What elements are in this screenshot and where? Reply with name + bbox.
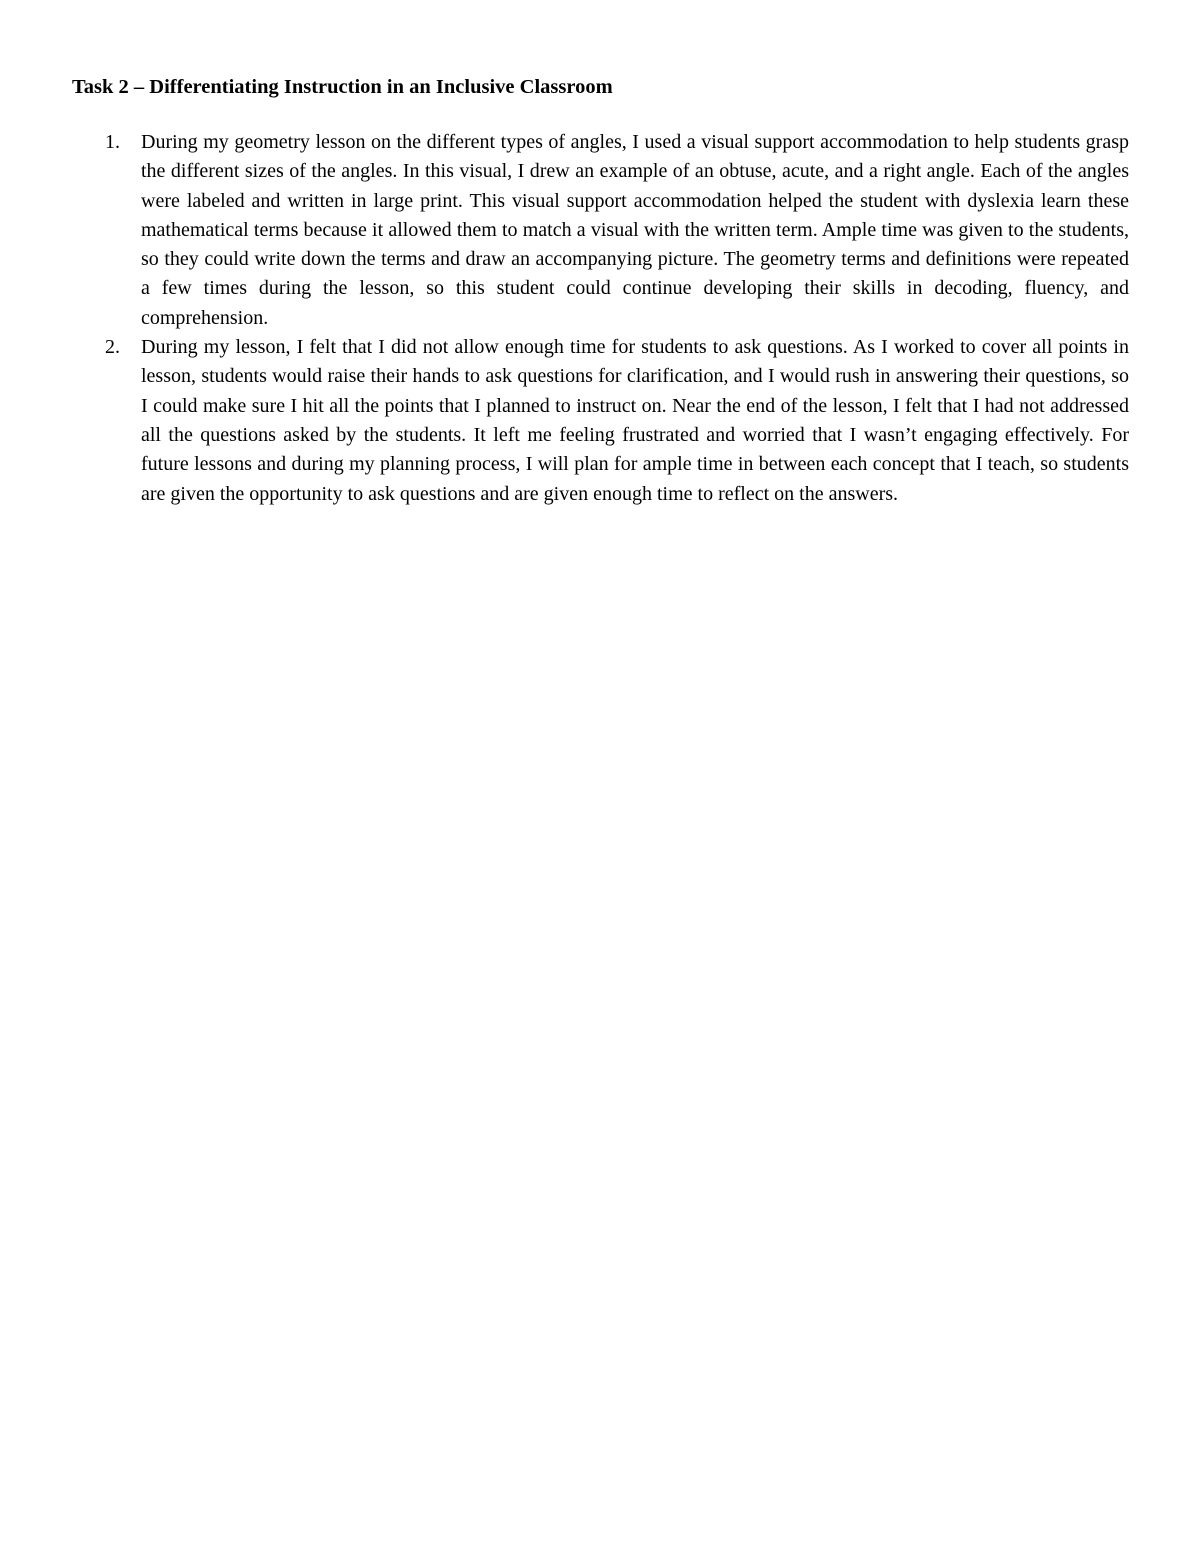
list-item-number: 1. [105, 131, 120, 153]
answer-list [105, 128, 1129, 509]
list-item-text: During my geometry lesson on the different types of angles, I used a visual support accommodation to help students grasp the different sizes of the angles. In this visual, I drew an example of an obtuse, acute, and a right angle. Each of the angles were labeled and written in large print. This visual support accommodation helped the student with dyslexia learn these mathematical terms because it allowed them to match a visual with the written term. Ample time was given to the students, so they could write down the terms and draw an accompanying picture. The geometry terms and definitions were repeated a few times during the lesson, so this student could continue developing their skills in decoding, fluency, and comprehension. [141, 131, 1129, 329]
document-title: Task 2 – Differentiating Instruction in an Inclusive Classroom [72, 76, 613, 98]
list-item-number: 2. [105, 336, 120, 359]
list-item [105, 333, 1129, 509]
list-item-text: During my lesson, I felt that I did not allow enough time for students to ask questions. As I worked to cover all points in lesson, students would raise their hands to ask questions for clarification, and I would rush in answering their questions, so I could make sure I hit all the points that I planned to instruct on. Near the end of the lesson, I felt that I had not addressed all the questions asked by the students. It left me feeling frustrated and worried that I wasn’t engaging effectively. For future lessons and during my planning process, I will plan for ample time in between each concept that I teach, so students are given the opportunity to ask questions and are given enough time to reflect on the answers. [141, 336, 1129, 505]
list-item [105, 128, 1129, 333]
